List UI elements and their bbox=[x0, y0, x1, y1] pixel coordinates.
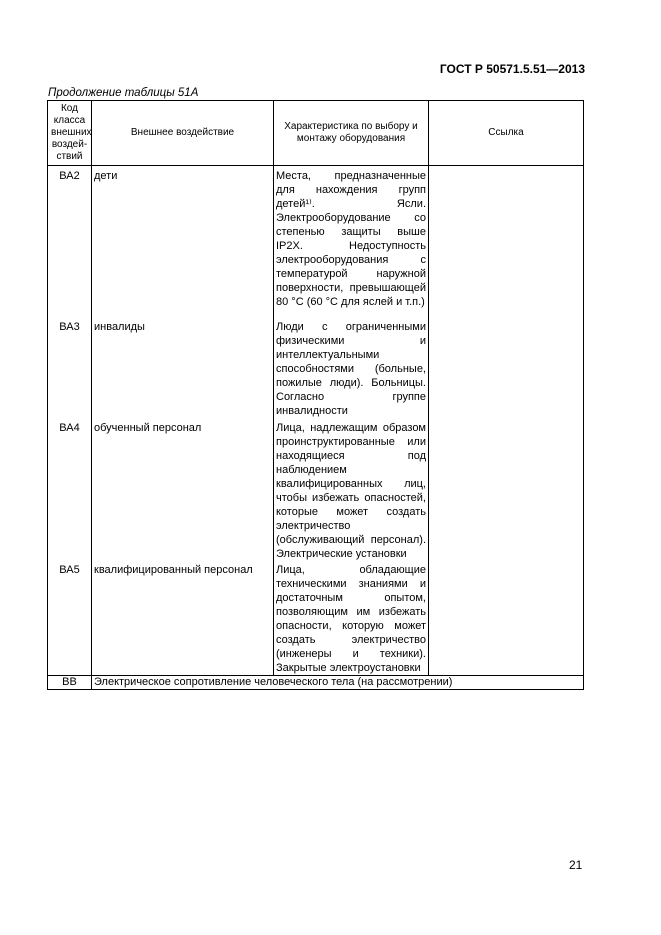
col-header-code: Код класса внешних воздействий bbox=[48, 101, 92, 166]
cell-code: ВА3 bbox=[48, 318, 92, 418]
cell-influence: квалифицированный персонал bbox=[92, 561, 274, 676]
table-row bbox=[48, 561, 584, 676]
influence-table bbox=[47, 100, 584, 690]
table-caption: Продолжение таблицы 51А bbox=[48, 87, 199, 99]
cell-characteristic: Люди с ограниченными физическими и интеллектуальными способностями (больные, пожилые люди). Больницы. Согласно группе инвалидности bbox=[274, 318, 429, 418]
col-header-characteristic: Характеристика по выбору и монтажу оборудования bbox=[274, 101, 429, 166]
cell-influence: обученный персонал bbox=[92, 418, 274, 561]
col-header-reference: Ссылка bbox=[429, 101, 584, 166]
cell-reference bbox=[429, 318, 584, 418]
cell-characteristic: Лица, обладающие техническими знаниями и достаточным опытом, позволяющим им избежать опасности, которую может создать электричество (инженеры и техники). Закрытые электроустановки bbox=[274, 561, 429, 676]
table-row-bb bbox=[48, 676, 584, 690]
cell-code: ВА5 bbox=[48, 561, 92, 676]
cell-reference bbox=[429, 166, 584, 319]
cell-influence: инвалиды bbox=[92, 318, 274, 418]
cell-code: ВА4 bbox=[48, 418, 92, 561]
col-header-influence: Внешнее воздействие bbox=[92, 101, 274, 166]
table-header-row bbox=[48, 101, 584, 166]
table-row bbox=[48, 418, 584, 561]
cell-characteristic: Лица, надлежащим образом проинструктированные или находящиеся под наблюдением квалифицированных лиц, чтобы избежать опасностей, которые может создать электричество (обслуживающий персонал). Электрические установки bbox=[274, 418, 429, 561]
cell-influence: дети bbox=[92, 166, 274, 319]
table-row bbox=[48, 318, 584, 418]
cell-code: ВВ bbox=[48, 676, 92, 690]
cell-characteristic: Места, предназначенные для нахождения групп детей¹⁾. Ясли. Электрооборудование со степенью защиты выше IP2X. Недоступность электрооборудования с температурой наружной поверхности, превышающей 80 °С (60 °С для яслей и т.п.) bbox=[274, 166, 429, 319]
cell-code: ВА2 bbox=[48, 166, 92, 319]
page-number: 21 bbox=[569, 858, 583, 872]
cell-bb-text: Электрическое сопротивление человеческого тела (на рассмотрении) bbox=[92, 676, 584, 690]
cell-reference bbox=[429, 418, 584, 561]
document-id: ГОСТ Р 50571.5.51—2013 bbox=[439, 62, 585, 76]
table-row bbox=[48, 166, 584, 319]
cell-reference bbox=[429, 561, 584, 676]
